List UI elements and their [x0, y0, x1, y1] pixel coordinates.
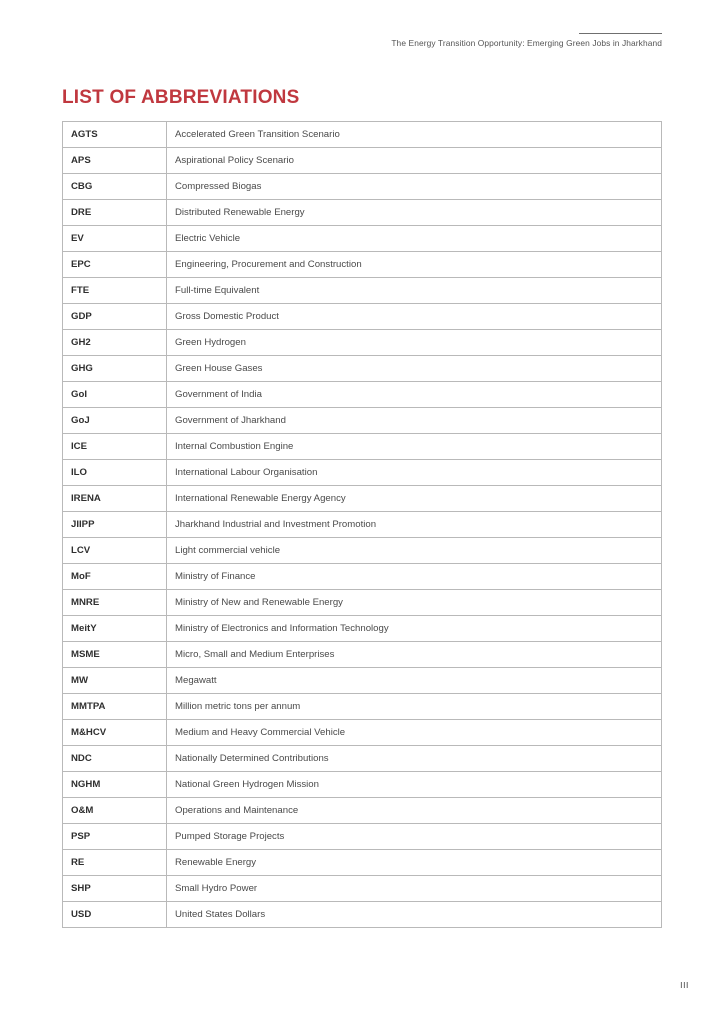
abbreviation-cell: NDC [63, 746, 167, 772]
table-row [63, 434, 662, 460]
table-row [63, 200, 662, 226]
abbreviation-cell: O&M [63, 798, 167, 824]
table-row [63, 382, 662, 408]
table-row [63, 902, 662, 928]
definition-cell: Jharkhand Industrial and Investment Promotion [167, 512, 662, 538]
running-header: The Energy Transition Opportunity: Emerging Green Jobs in Jharkhand [391, 38, 662, 48]
definition-cell: Green House Gases [167, 356, 662, 382]
definition-cell: Nationally Determined Contributions [167, 746, 662, 772]
table-row [63, 226, 662, 252]
definition-cell: International Labour Organisation [167, 460, 662, 486]
definition-cell: Government of Jharkhand [167, 408, 662, 434]
page-title: LIST OF ABBREVIATIONS [62, 87, 300, 108]
table-row [63, 746, 662, 772]
table-row [63, 694, 662, 720]
abbreviation-cell: FTE [63, 278, 167, 304]
abbreviation-cell: ICE [63, 434, 167, 460]
abbreviation-cell: JIIPP [63, 512, 167, 538]
table-row [63, 668, 662, 694]
abbreviation-cell: APS [63, 148, 167, 174]
abbreviation-cell: EV [63, 226, 167, 252]
table-row [63, 772, 662, 798]
abbreviation-cell: NGHM [63, 772, 167, 798]
table-row [63, 304, 662, 330]
abbreviation-cell: GH2 [63, 330, 167, 356]
table-row [63, 538, 662, 564]
abbreviation-cell: GoI [63, 382, 167, 408]
table-row [63, 824, 662, 850]
definition-cell: Light commercial vehicle [167, 538, 662, 564]
abbreviation-cell: GHG [63, 356, 167, 382]
table-row [63, 356, 662, 382]
table-row [63, 486, 662, 512]
table-row [63, 564, 662, 590]
definition-cell: Small Hydro Power [167, 876, 662, 902]
abbreviation-cell: MeitY [63, 616, 167, 642]
abbreviation-cell: MoF [63, 564, 167, 590]
abbreviation-cell: IRENA [63, 486, 167, 512]
definition-cell: Operations and Maintenance [167, 798, 662, 824]
definition-cell: Aspirational Policy Scenario [167, 148, 662, 174]
abbreviation-cell: RE [63, 850, 167, 876]
table-row [63, 642, 662, 668]
table-row [63, 512, 662, 538]
abbreviation-cell: MNRE [63, 590, 167, 616]
abbreviation-cell: USD [63, 902, 167, 928]
definition-cell: Micro, Small and Medium Enterprises [167, 642, 662, 668]
header-rule [579, 33, 662, 34]
table-row [63, 460, 662, 486]
abbreviation-cell: SHP [63, 876, 167, 902]
table-row [63, 876, 662, 902]
abbreviation-cell: AGTS [63, 122, 167, 148]
abbreviation-cell: PSP [63, 824, 167, 850]
table-row [63, 616, 662, 642]
table-row [63, 252, 662, 278]
abbreviation-cell: GDP [63, 304, 167, 330]
table-row [63, 720, 662, 746]
abbreviations-table-body [63, 122, 662, 928]
abbreviation-cell: EPC [63, 252, 167, 278]
definition-cell: Electric Vehicle [167, 226, 662, 252]
table-row [63, 174, 662, 200]
table-row [63, 850, 662, 876]
definition-cell: Compressed Biogas [167, 174, 662, 200]
definition-cell: Green Hydrogen [167, 330, 662, 356]
abbreviation-cell: DRE [63, 200, 167, 226]
definition-cell: Renewable Energy [167, 850, 662, 876]
abbreviation-cell: M&HCV [63, 720, 167, 746]
abbreviation-cell: LCV [63, 538, 167, 564]
definition-cell: International Renewable Energy Agency [167, 486, 662, 512]
abbreviation-cell: MMTPA [63, 694, 167, 720]
definition-cell: United States Dollars [167, 902, 662, 928]
definition-cell: Government of India [167, 382, 662, 408]
table-row [63, 278, 662, 304]
definition-cell: Gross Domestic Product [167, 304, 662, 330]
abbreviation-cell: MSME [63, 642, 167, 668]
abbreviation-cell: ILO [63, 460, 167, 486]
definition-cell: Ministry of Electronics and Information Technology [167, 616, 662, 642]
abbreviation-cell: GoJ [63, 408, 167, 434]
definition-cell: Full-time Equivalent [167, 278, 662, 304]
definition-cell: Internal Combustion Engine [167, 434, 662, 460]
abbreviations-table [62, 121, 662, 928]
definition-cell: Distributed Renewable Energy [167, 200, 662, 226]
table-row [63, 590, 662, 616]
definition-cell: Megawatt [167, 668, 662, 694]
abbreviation-cell: CBG [63, 174, 167, 200]
definition-cell: Million metric tons per annum [167, 694, 662, 720]
table-row [63, 122, 662, 148]
table-row [63, 408, 662, 434]
definition-cell: Medium and Heavy Commercial Vehicle [167, 720, 662, 746]
definition-cell: National Green Hydrogen Mission [167, 772, 662, 798]
definition-cell: Ministry of New and Renewable Energy [167, 590, 662, 616]
definition-cell: Pumped Storage Projects [167, 824, 662, 850]
definition-cell: Accelerated Green Transition Scenario [167, 122, 662, 148]
table-row [63, 148, 662, 174]
page-number: III [680, 980, 689, 990]
abbreviation-cell: MW [63, 668, 167, 694]
table-row [63, 798, 662, 824]
definition-cell: Ministry of Finance [167, 564, 662, 590]
definition-cell: Engineering, Procurement and Construction [167, 252, 662, 278]
table-row [63, 330, 662, 356]
